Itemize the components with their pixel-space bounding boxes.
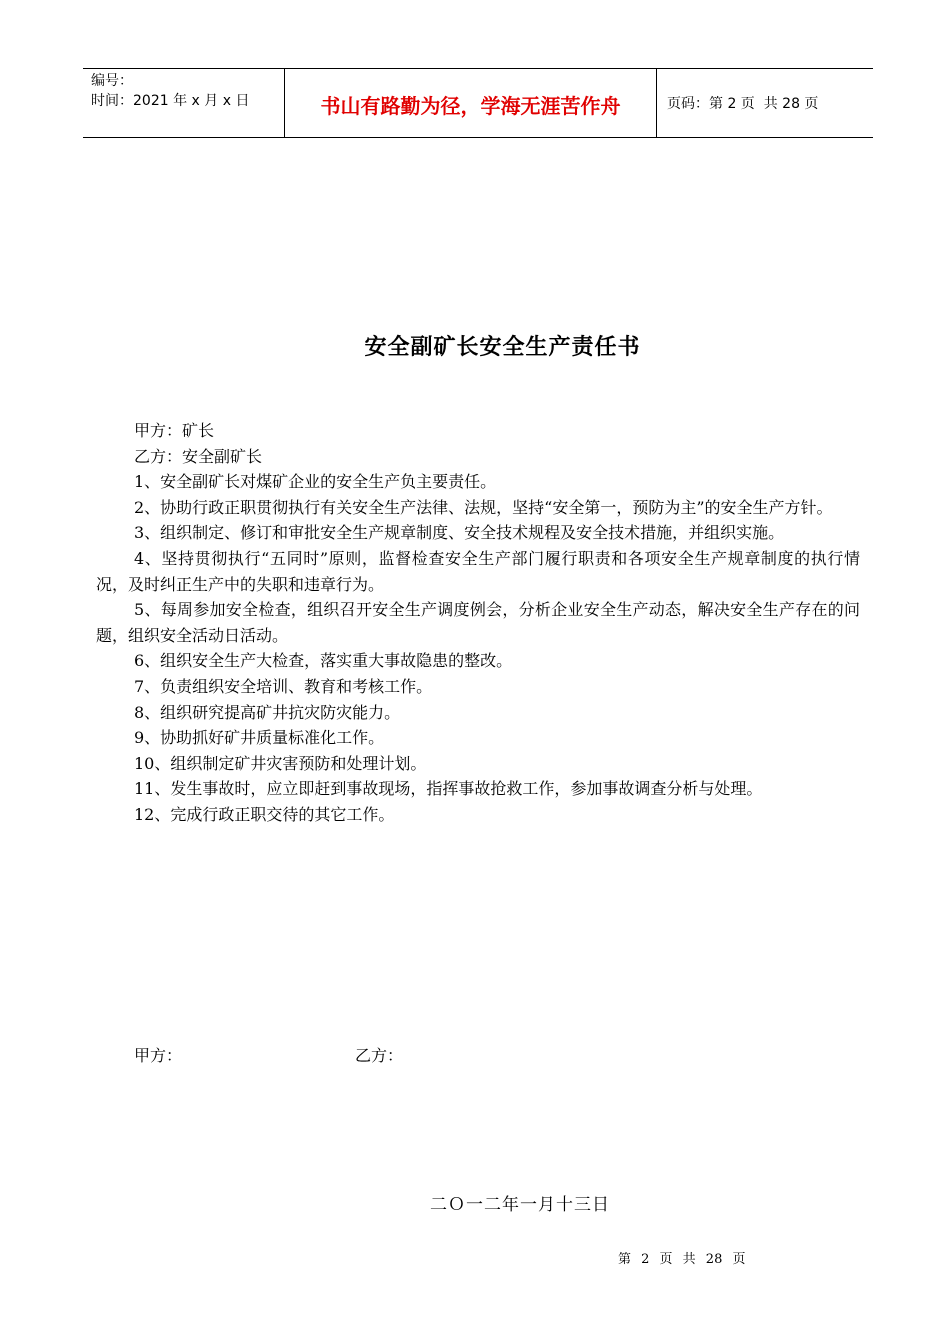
header-motto: 书山有路勤为径，学海无涯苦作舟 (284, 69, 657, 137)
clause-item: 3、组织制定、修订和审批安全生产规章制度、安全技术规程及安全技术措施，并组织实施。 (134, 523, 785, 543)
clause-item: 10、组织制定矿井灾害预防和处理计划。 (134, 753, 427, 773)
header-number: 编号： (91, 73, 133, 89)
header-page-text: 页码：第 2 页 共 28 页 (667, 96, 819, 112)
clause-item: 2、协助行政正职贯彻执行有关安全生产法律、法规，坚持“安全第一，预防为主”的安全生产方针。 (134, 497, 833, 517)
document-body (96, 418, 860, 828)
clause-item: 7、负责组织安全培训、教育和考核工作。 (134, 676, 433, 696)
clause-item: 11、发生事故时，应立即赶到事故现场，指挥事故抢救工作，参加事故调查分析与处理。 (134, 779, 763, 799)
clause-item: 8、组织研究提高矿井抗灾防灾能力。 (134, 702, 401, 722)
document-date: 二Ｏ一二年一月十三日 (430, 1195, 610, 1215)
header-page-info (657, 69, 873, 137)
header-meta (83, 69, 284, 137)
clause-item: 1、安全副矿长对煤矿企业的安全生产负主要责任。 (134, 472, 497, 492)
page-footer: 第 2 页 共 28 页 (618, 1252, 746, 1267)
signature-party-a: 甲方： (134, 1046, 183, 1065)
page-header (83, 68, 873, 138)
clause-item: 4、坚持贯彻执行“五同时”原则，监督检查安全生产部门履行职责和各项安全生产规章制度的执行情况，及时纠正生产中的失职和违章行为。 (96, 548, 860, 594)
party-a-line: 甲方：矿长 (134, 421, 215, 440)
header-time: 时间：2021 年 x 月 x 日 (91, 93, 250, 109)
clause-item: 12、完成行政正职交待的其它工作。 (134, 804, 395, 824)
clause-item: 5、每周参加安全检查，组织召开安全生产调度例会，分析企业安全生产动态，解决安全生产存在的问题，组织安全活动日活动。 (96, 600, 860, 645)
signature-party-b: 乙方： (355, 1046, 404, 1065)
party-b-line: 乙方：安全副矿长 (134, 446, 263, 466)
clause-item: 6、组织安全生产大检查，落实重大事故隐患的整改。 (134, 651, 513, 671)
document-title: 安全副矿长安全生产责任书 (364, 335, 641, 360)
clause-item: 9、协助抓好矿井质量标准化工作。 (134, 728, 385, 748)
